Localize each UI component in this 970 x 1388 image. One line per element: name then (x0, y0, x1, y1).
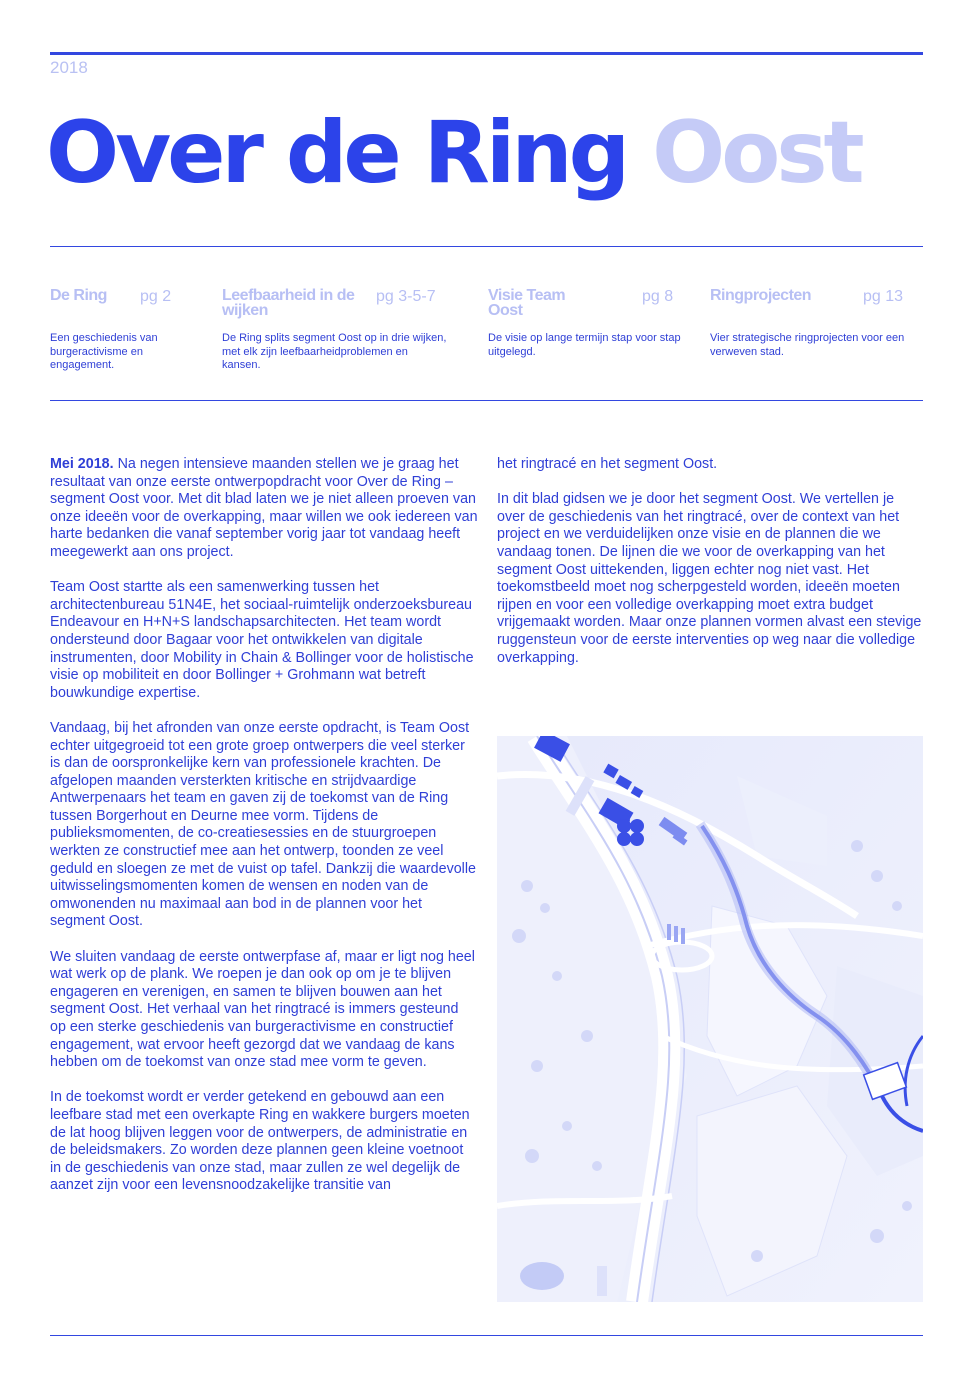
toc-page: pg 2 (140, 288, 172, 305)
article-paragraph: In dit blad gidsen we je door het segment Oost. We vertellen je over de geschiedenis van het ringtracé, over de context van het project en we verduidelijken onze visie en de plannen die we vandaag tonen. De lijnen die we voor de overkapping van het segment Oost uittekenden, liggen echter nog niet vast. Het toekomstbeeld moet nog scherpgesteld worden, ideeën moeten rijpen en voor een volledige overkapping moet extra budget vrijgemaakt worden. Maar onze plannen vormen alvast een stevige ruggensteun voor de eerste interventies op weg naar die volledige overkapping. (497, 491, 922, 666)
article-column-left (50, 456, 478, 1195)
divider-top (50, 246, 923, 247)
article-paragraph: We sluiten vandaag de eerste ontwerpfase af, maar er ligt nog heel wat werk op de plank. We roepen je dan ook op om je te blijven engageren en verenigen, en samen te blijven bouwen aan het segment Oost. Het verhaal van het ringtracé is immers gesteund op een sterke geschiedenis van burgeractivisme en constructief engagement, wat ervoor heeft gezorgd dat we vandaag de kans hebben om de toekomst van onze stad mee vorm te geven. (50, 948, 475, 1071)
article-intro: Na negen intensieve maanden stellen we je graag het resultaat van onze eerste ontwerpopdracht voor Over de Ring – segment Oost voor. Met dit blad laten we je niet alleen proeven van onze ideeën voor de overkapping, maar willen we ook iedereen van harte bedanken die vanaf september vorig jaar tot vandaag heeft meegewerkt aan ons project. (50, 456, 478, 560)
article-paragraph: In de toekomst wordt er verder getekend en gebouwd aan een leefbare stad met een overkapte Ring en wakkere burgers moeten de lat hoog blijven leggen voor de ontwerpers, de administratie en de beleidsmakers. Zo worden deze plannen geen kleine voetnoot in de geschiedenis van onze stad, maar zullen ze wel degelijk de aanzet zijn voor een levensnoodzakelijke transitie van (50, 1089, 470, 1194)
toc-title: De Ring (50, 287, 107, 304)
page-title (46, 98, 861, 208)
toc-page: pg 3-5-7 (376, 288, 436, 305)
top-rule (50, 52, 923, 55)
toc-page: pg 13 (863, 288, 904, 305)
article-paragraph (50, 456, 478, 562)
toc-description: De visie op lange termijn stap voor stap uitgelegd. (488, 332, 681, 358)
article-column-right (497, 456, 923, 667)
issue-year: 2018 (50, 58, 88, 77)
article-paragraph: Team Oost startte als een samenwerking tussen het architectenbureau 51N4E, het sociaal-ruimtelijk onderzoeksbureau Endeavour en H+N+S landschapsarchitecten. Het team wordt ondersteund door Bagaar voor het ontwikkelen van digitale instrumenten, door Mobility in Chain & Bollinger voor de holistische visie op mobiliteit en door Bollinger + Grohmann wat betreft bouwkundige expertise. (50, 579, 474, 701)
article-paragraph: Vandaag, bij het afronden van onze eerste opdracht, is Team Oost echter uitgegroeid tot een grote groep ontwerpers die veel sterker is dan de oorspronkelijke kern van professionele krachten. De afgelopen maanden versterkten kritische en strijdvaardige Antwerpenaars het team en gaven zij de toekomst van de Ring tussen Borgerhout en Deurne mee vorm. Tijdens de publieksmomenten, de co-creatiesessies en de stuurgroepen werkten ze constructief mee aan het ontwerp, toonden ze veel geduld en sloegen ze met de vuist op tafel. Dankzij die waardevolle uitwisselingsmomenten komen de wensen en noden van de omwonenden nu maximaal aan bod in de plannen voor het segment Oost. (50, 719, 476, 930)
footer-rule (50, 1335, 923, 1336)
toc-title: Ringprojecten (710, 287, 812, 304)
title-accent: Oost (652, 103, 861, 203)
toc-title: Leefbaarheid in de wijken (222, 287, 355, 319)
divider-bottom (50, 400, 923, 401)
aerial-site-map (497, 736, 923, 1302)
article-lead: Mei 2018. (50, 456, 114, 472)
toc-description: De Ring splits segment Oost op in drie wijken, met elk zijn leefbaarheidproblemen en kansen. (222, 332, 447, 371)
toc-page: pg 8 (642, 288, 674, 305)
article-paragraph: het ringtracé en het segment Oost. (497, 456, 718, 472)
title-main: Over de Ring (46, 103, 627, 203)
toc-title: Visie Team Oost (488, 287, 566, 319)
toc-description: Vier strategische ringprojecten voor een verweven stad. (710, 332, 905, 358)
toc-description: Een geschiedenis van burgeractivisme en engagement. (50, 332, 158, 371)
